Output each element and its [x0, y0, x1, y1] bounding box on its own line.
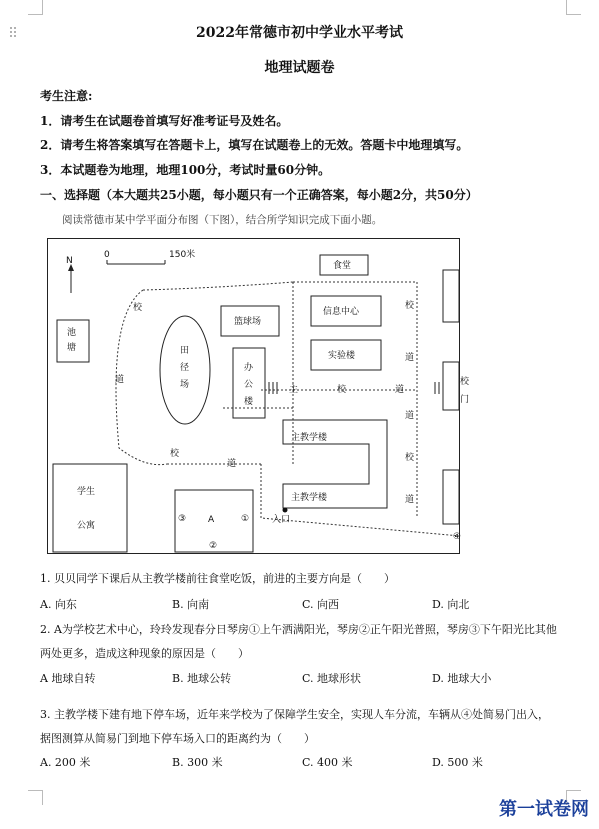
notice-item-2: 2．请考生将答案填写在答题卡上，填写在试题卷上的无效。答题卡中地理填写。	[40, 138, 469, 152]
room-2-label: ②	[209, 541, 218, 551]
question-1-option-a[interactable]: A. 向东	[40, 598, 77, 611]
question-2-option-a[interactable]: A 地球自转	[40, 672, 96, 685]
question-2-stem: 2. A为学校艺术中心，玲玲发现春分日琴房①上午洒满阳光，琴房②正午阳光普照，琴房③下午阳光比其他	[40, 623, 557, 636]
gate-4-label: ④	[452, 532, 461, 542]
track-label-1: 田	[180, 346, 190, 356]
main-road-label-1: 主	[289, 385, 299, 395]
question-3-option-c[interactable]: C. 400 米	[302, 756, 353, 769]
question-3-option-a[interactable]: A. 200 米	[40, 756, 91, 769]
school-gate-label-1: 校	[460, 377, 470, 387]
canteen-label: 食堂	[333, 261, 352, 271]
road-label-right-5: 道	[405, 495, 415, 505]
dorm-label-1: 学生	[77, 487, 96, 497]
teaching-building-label-2: 主教学楼	[291, 493, 328, 503]
road-label-left-1: 校	[133, 303, 143, 313]
corner-mark-bottom-left	[28, 790, 43, 805]
dorm-label-2: 公寓	[77, 521, 96, 531]
question-2-option-c[interactable]: C. 地球形状	[302, 672, 362, 685]
question-3-stem: 3. 主教学楼下建有地下停车场，近年来学校为了保障学生安全，实现人车分流，车辆从④处简易门出入，	[40, 708, 549, 721]
notice-item-3: 3．本试题卷为地理，地理100分，考试时量60分钟。	[40, 163, 331, 177]
question-3-option-d[interactable]: D. 500 米	[432, 756, 483, 769]
room-1-label: ①	[241, 514, 250, 524]
main-road-label-2: 校	[337, 385, 347, 395]
question-3-option-b[interactable]: B. 300 米	[172, 756, 223, 769]
notice-heading: 考生注意:	[40, 89, 93, 103]
north-label: N	[66, 256, 73, 266]
road-label-bottom-2: 道	[227, 459, 237, 469]
notice-item-1: 1．请考生在试题卷首填写好准考证号及姓名。	[40, 114, 289, 128]
scale-end: 150米	[169, 250, 196, 260]
main-road-label-3: 道	[395, 385, 405, 395]
entrance-label: 入口	[272, 515, 291, 525]
track-label-3: 场	[180, 380, 190, 390]
road-label-bottom-1: 校	[170, 449, 180, 459]
teaching-building-label-1: 主教学楼	[291, 433, 328, 443]
school-gate-label-2: 门	[460, 395, 470, 405]
road-label-left-2: 道	[115, 375, 125, 385]
question-1-option-b[interactable]: B. 向南	[172, 598, 210, 611]
road-label-right-3: 道	[405, 411, 415, 421]
campus-map	[47, 238, 470, 554]
question-3-stem-cont: 据图测算从简易门到地下停车场入口的距离约为（ ）	[40, 732, 315, 745]
office-label-3: 楼	[244, 397, 254, 407]
basketball-court-label: 篮球场	[234, 317, 262, 327]
pond-label-1: 池	[67, 328, 77, 338]
question-1-stem: 1. 贝贝同学下课后从主教学楼前往食堂吃饭，前进的主要方向是（ ）	[40, 572, 395, 585]
road-label-right-4: 校	[405, 453, 415, 463]
pond-label-2: 塘	[67, 343, 77, 353]
lab-building-label: 实验楼	[328, 351, 356, 361]
section-heading: 一、选择题（本大题共25小题，每小题只有一个正确答案，每小题2分，共50分）	[40, 188, 478, 202]
site-watermark: 第一试卷网	[499, 799, 589, 820]
question-2-option-b[interactable]: B. 地球公转	[172, 672, 232, 685]
exam-subtitle: 地理试题卷	[264, 60, 335, 76]
question-2-option-d[interactable]: D. 地球大小	[432, 672, 492, 685]
corner-mark-top-left	[28, 0, 43, 15]
north-arrow-icon	[68, 264, 74, 293]
corner-mark-top-right	[566, 0, 581, 15]
area-a-label: A	[208, 515, 215, 525]
question-1-option-c[interactable]: C. 向西	[302, 598, 340, 611]
room-3-label: ③	[178, 514, 187, 524]
track-label-2: 径	[180, 363, 190, 373]
road-label-right-2: 道	[405, 353, 415, 363]
section-intro: 阅读常德市某中学平面分布图（下图），结合所学知识完成下面小题。	[62, 214, 383, 226]
question-1-option-d[interactable]: D. 向北	[432, 598, 470, 611]
road-label-right-1: 校	[405, 301, 415, 311]
info-center-label: 信息中心	[323, 307, 360, 317]
question-2-stem-cont: 两处更多，造成这种现象的原因是（ ）	[40, 647, 249, 660]
office-label-1: 办	[244, 363, 254, 373]
office-label-2: 公	[244, 380, 254, 390]
exam-title: 2022年常德市初中学业水平考试	[196, 25, 403, 41]
scale-start: 0	[104, 250, 110, 260]
scale-bar	[107, 260, 165, 264]
